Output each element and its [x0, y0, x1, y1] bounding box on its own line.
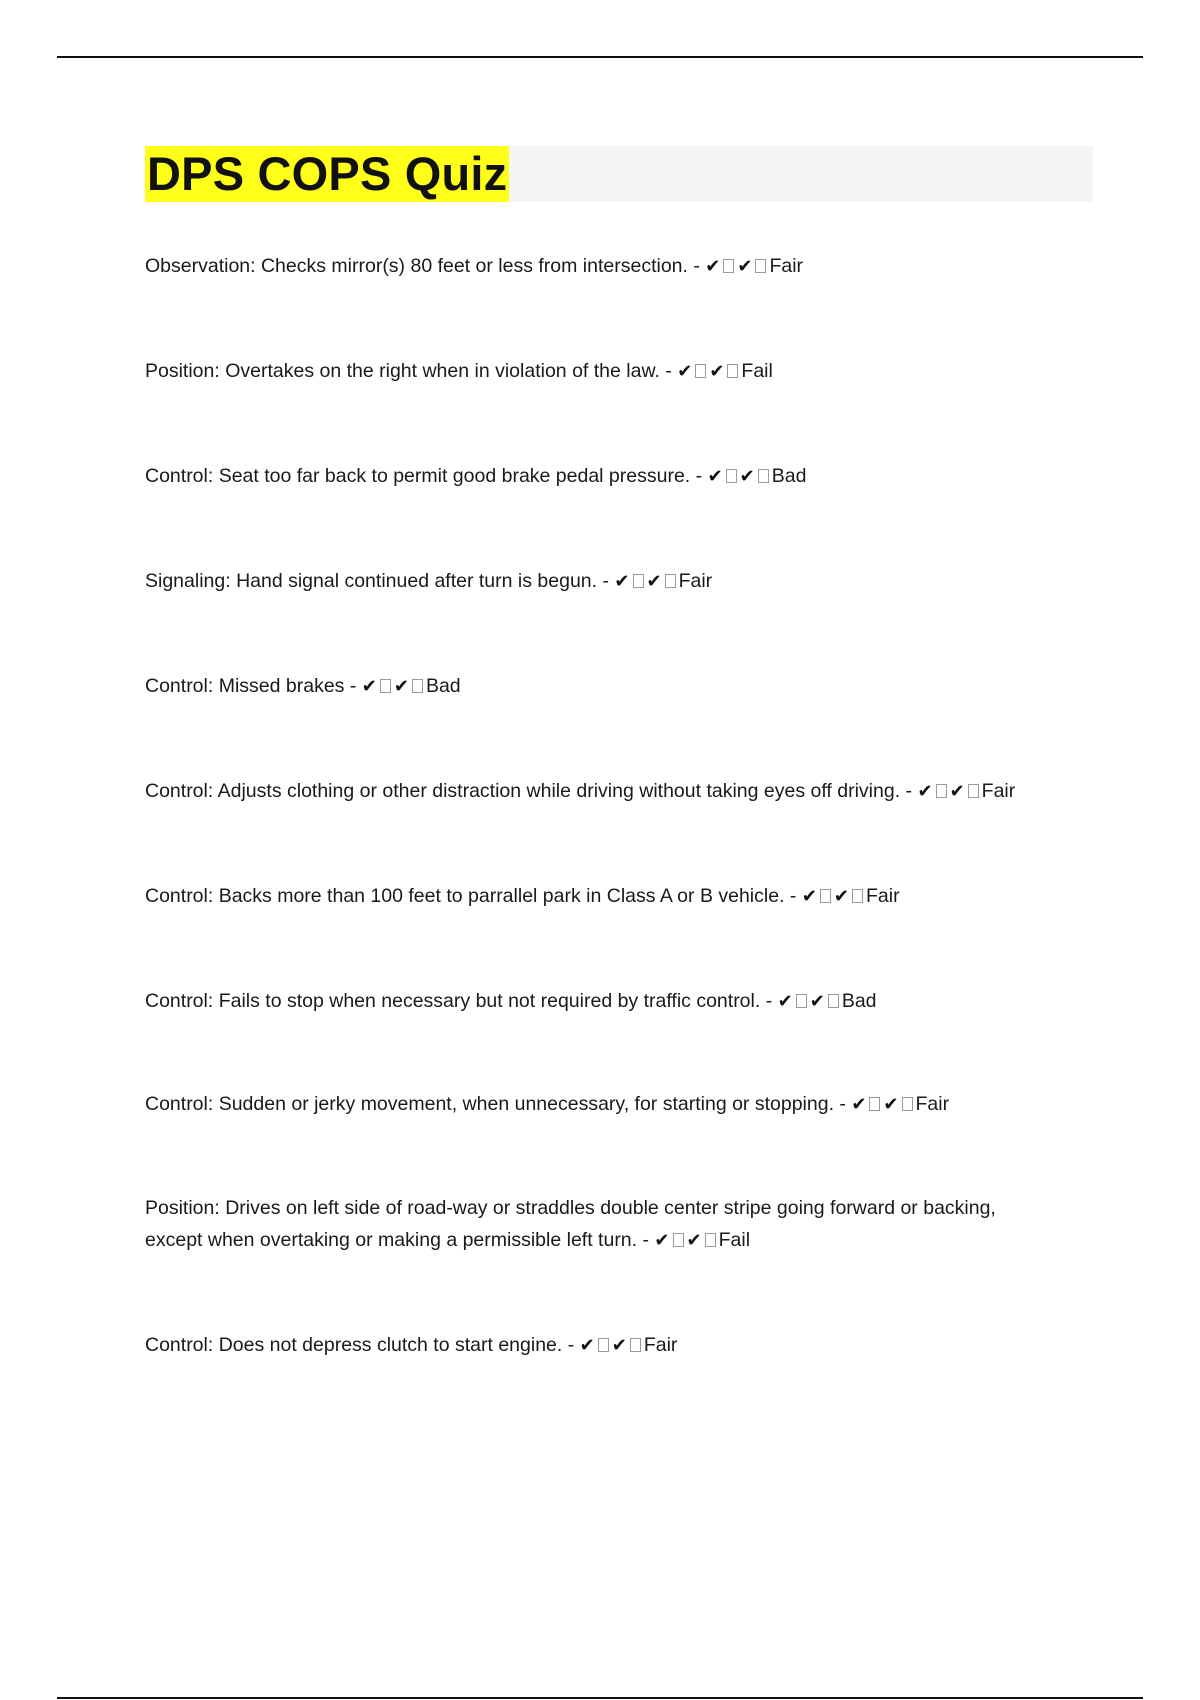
separator: - [784, 885, 802, 907]
separator: - [344, 675, 362, 697]
missing-glyph-box [828, 994, 839, 1008]
check-icon: ✔ [737, 256, 753, 277]
check-icon: ✔ [777, 991, 793, 1012]
check-icon: ✔ [707, 466, 723, 487]
check-icon: ✔ [709, 361, 725, 382]
check-icon: ✔ [801, 886, 817, 907]
question-text: Position: Drives on left side of road-way or straddles double center stripe going forward or backing, except when overtaking or making a permissible left turn. [145, 1197, 996, 1251]
question-text: Control: Missed brakes [145, 675, 345, 697]
separator: - [687, 255, 706, 277]
missing-glyph-box [796, 994, 807, 1008]
check-icon: ✔ [949, 781, 965, 802]
question-text: Control: Seat too far back to permit good brake pedal pressure. [145, 465, 691, 487]
check-icon: ✔ [917, 781, 933, 802]
answer-text: Fair [643, 1334, 678, 1356]
question-text: Control: Sudden or jerky movement, when unnecessary, for starting or stopping. [145, 1093, 834, 1115]
page-title: DPS COPS Quiz [147, 147, 508, 200]
check-icon: ✔ [686, 1230, 702, 1251]
missing-glyph-box [380, 679, 391, 693]
list-item [145, 1192, 1045, 1257]
missing-glyph-box [755, 259, 766, 273]
check-icon: ✔ [579, 1335, 595, 1356]
list-item [145, 250, 1105, 283]
check-icon: ✔ [705, 256, 721, 277]
separator: - [833, 1093, 852, 1115]
list-item [145, 1088, 1105, 1121]
list-item [145, 775, 1105, 808]
check-icon: ✔ [611, 1335, 627, 1356]
separator: - [690, 465, 708, 487]
list-item [145, 460, 1105, 493]
check-icon: ✔ [833, 886, 850, 907]
missing-glyph-box [726, 469, 737, 483]
check-icon: ✔ [654, 1230, 670, 1251]
check-icon: ✔ [393, 676, 409, 697]
check-icon: ✔ [851, 1094, 867, 1115]
missing-glyph-box [820, 889, 831, 903]
header-rule [57, 56, 1143, 58]
check-icon: ✔ [361, 676, 377, 697]
answer-text: Fair [769, 255, 804, 277]
question-text: Position: Overtakes on the right when in violation of the law. [145, 360, 660, 382]
answer-text: Fail [718, 1229, 751, 1251]
answer-text: Bad [841, 990, 877, 1012]
missing-glyph-box [852, 889, 863, 903]
answer-text: Fair [866, 885, 900, 907]
question-text: Observation: Checks mirror(s) 80 feet or less from intersection. [145, 255, 688, 277]
separator: - [597, 570, 615, 592]
missing-glyph-box [412, 679, 423, 693]
check-icon: ✔ [883, 1094, 899, 1115]
missing-glyph-box [727, 364, 738, 378]
question-text: Control: Does not depress clutch to start engine. [145, 1334, 563, 1356]
missing-glyph-box [758, 469, 769, 483]
question-text: Control: Fails to stop when necessary but not required by traffic control. [145, 990, 761, 1012]
missing-glyph-box [902, 1097, 913, 1111]
missing-glyph-box [630, 1338, 641, 1352]
check-icon: ✔ [614, 571, 630, 592]
missing-glyph-box [869, 1097, 880, 1111]
missing-glyph-box [968, 784, 979, 798]
missing-glyph-box [673, 1233, 684, 1247]
answer-text: Fail [741, 360, 773, 382]
missing-glyph-box [633, 574, 644, 588]
answer-text: Fair [678, 570, 713, 592]
answer-text: Bad [771, 465, 807, 487]
missing-glyph-box [665, 574, 676, 588]
missing-glyph-box [936, 784, 947, 798]
separator: - [637, 1229, 655, 1251]
list-item [145, 670, 1105, 703]
list-item [145, 355, 1105, 388]
list-item [145, 880, 1105, 913]
check-icon: ✔ [646, 571, 662, 592]
list-item [145, 985, 1105, 1018]
footer-rule [57, 1697, 1143, 1699]
missing-glyph-box [695, 364, 706, 378]
check-icon: ✔ [809, 991, 825, 1012]
answer-text: Fair [981, 780, 1016, 802]
answer-text: Bad [425, 675, 461, 697]
check-icon: ✔ [677, 361, 693, 382]
question-text: Control: Adjusts clothing or other distraction while driving without taking eyes off driving. [145, 780, 901, 802]
separator: - [659, 360, 678, 382]
question-text: Control: Backs more than 100 feet to parrallel park in Class A or B vehicle. [145, 885, 785, 907]
separator: - [760, 990, 778, 1012]
answer-text: Fair [915, 1093, 950, 1115]
separator: - [900, 780, 918, 802]
check-icon: ✔ [739, 466, 755, 487]
question-text: Signaling: Hand signal continued after turn is begun. [145, 570, 598, 592]
missing-glyph-box [705, 1233, 716, 1247]
list-item [145, 1329, 1105, 1362]
list-item [145, 565, 1105, 598]
missing-glyph-box [598, 1338, 609, 1352]
separator: - [562, 1334, 580, 1356]
missing-glyph-box [723, 259, 734, 273]
